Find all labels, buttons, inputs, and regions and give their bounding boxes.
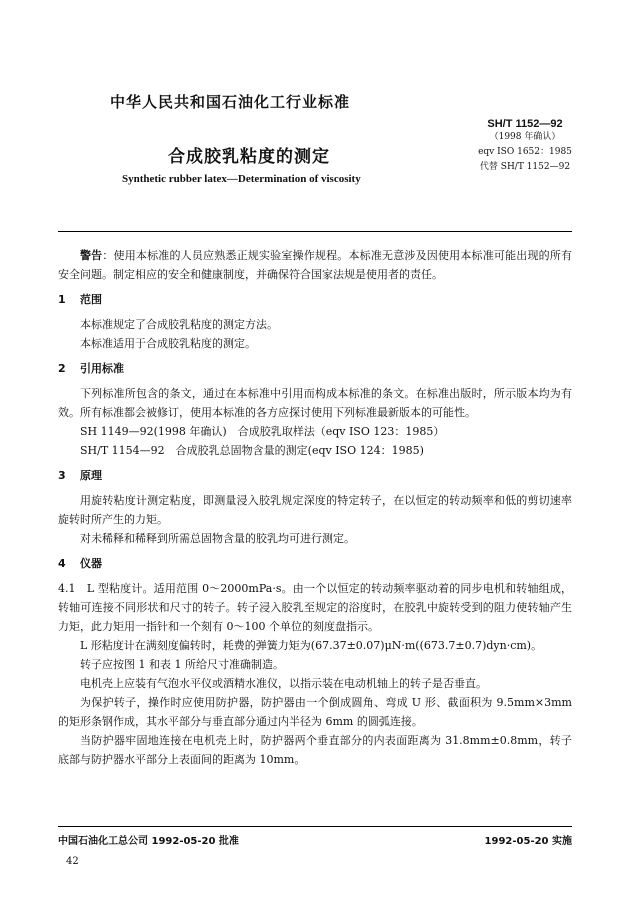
clause-text: L 型粘度计。适用范围 0～2000mPa·s。由一个以恒定的转动频率驱动着的同步电机和转轴组成，转轴可连接不同形状和尺寸的转子。转子浸入胶乳至规定的浴度时，在胶乳中旋转受到的阻力使转轴产生力矩，此力矩用一指针和一个刻有 0～100 个单位的刻度盘指示。 xyxy=(58,582,573,633)
confirmed-note: （1998 年确认） xyxy=(489,132,561,142)
section-number: 1 xyxy=(58,293,66,306)
warning-text: ：使用本标准的人员应熟悉正规实验室操作规程。本标准无意涉及因使用本标准可能出现的所有安全问题。制定相应的安全和健康制度，并确保符合国家法规是使用者的责任。 xyxy=(58,249,572,281)
implementation-date: 1992-05-20 实施 xyxy=(484,836,572,847)
paragraph: 电机壳上应装有气泡水平仪或酒精水准仪，以指示装在电动机轴上的转子是否垂直。 xyxy=(80,677,487,690)
section-title: 范围 xyxy=(80,293,102,306)
paragraph: 本标准适用于合成胶乳粘度的测定。 xyxy=(80,337,256,350)
equivalent-note: eqv ISO 1652：1985 xyxy=(478,147,572,157)
header-divider xyxy=(58,231,572,232)
section-heading-principle xyxy=(58,466,572,485)
paragraph: 本标准规定了合成胶乳粘度的测定方法。 xyxy=(80,318,278,331)
section-heading-scope xyxy=(58,290,572,309)
paragraph: 转子应按图 1 和表 1 所给尺寸准确制造。 xyxy=(80,658,284,671)
section-title: 引用标准 xyxy=(80,362,124,375)
section-number: 2 xyxy=(58,362,66,375)
standard-metadata xyxy=(425,118,625,175)
page-number: 42 xyxy=(66,856,79,867)
paragraph: 当防护器牢固地连接在电机壳上时，防护器两个垂直部分的内表面距离为 31.8mm±0.8mm，转子底部与防护器水平部分上表面间的距离为 10mm。 xyxy=(58,734,572,766)
paragraph: L 形粘度计在满刻度偏转时，耗费的弹簧力矩为(67.37±0.07)μN·m((673.7±0.7)dyn·cm)。 xyxy=(80,639,543,652)
title-chinese: 合成胶乳粘度的测定 xyxy=(168,147,330,167)
standard-code: SH/T 1152—92 xyxy=(487,118,563,130)
paragraph: 对未稀释和稀释到所需总固物含量的胶乳均可进行测定。 xyxy=(80,532,355,545)
footer-divider xyxy=(58,826,572,827)
warning-label: 警告 xyxy=(80,249,103,262)
clause-4-1 xyxy=(58,579,572,636)
section-title: 原理 xyxy=(80,469,102,482)
section-heading-instruments xyxy=(58,554,572,573)
section-number: 3 xyxy=(58,469,66,482)
section-heading-references xyxy=(58,359,572,378)
section-title: 仪器 xyxy=(80,557,102,570)
paragraph: 下列标准所包含的条文，通过在本标准中引用而构成本标准的条文。在标准出版时，所示版本均为有效。所有标准都会被修订，使用本标准的各方应探讨使用下列标准最新版本的可能性。 xyxy=(58,387,572,419)
document-body xyxy=(58,246,572,769)
paragraph: 用旋转粘度计测定粘度，即测量浸入胶乳规定深度的特定转子，在以恒定的转动频率和低的剪切速率旋转时所产生的力矩。 xyxy=(58,494,572,526)
clause-number: 4.1 xyxy=(58,582,76,595)
paragraph: 为保护转子，操作时应使用防护器，防护器由一个倒成圆角、弯成 U 形、截面积为 9.5mm×3mm 的矩形条钢作成，其水平部分与垂直部分通过内半径为 6mm 的圆弧连接。 xyxy=(58,696,572,728)
title-english: Synthetic rubber latex—Determination of viscosity xyxy=(122,173,361,185)
issued-by: 中国石油化工总公司 1992-05-20 批准 xyxy=(58,836,239,847)
section-number: 4 xyxy=(58,557,66,570)
replaces-note: 代替 SH/T 1152—92 xyxy=(479,162,571,172)
reference-item: SH/T 1154—92 合成胶乳总固物含量的测定(eqv ISO 124：1985) xyxy=(80,444,424,457)
reference-item: SH 1149—92(1998 年确认) 合成胶乳取样法（eqv ISO 123：1985） xyxy=(80,425,445,438)
industry-standard-heading: 中华人民共和国石油化工行业标准 xyxy=(110,93,351,111)
warning-paragraph xyxy=(58,246,572,284)
